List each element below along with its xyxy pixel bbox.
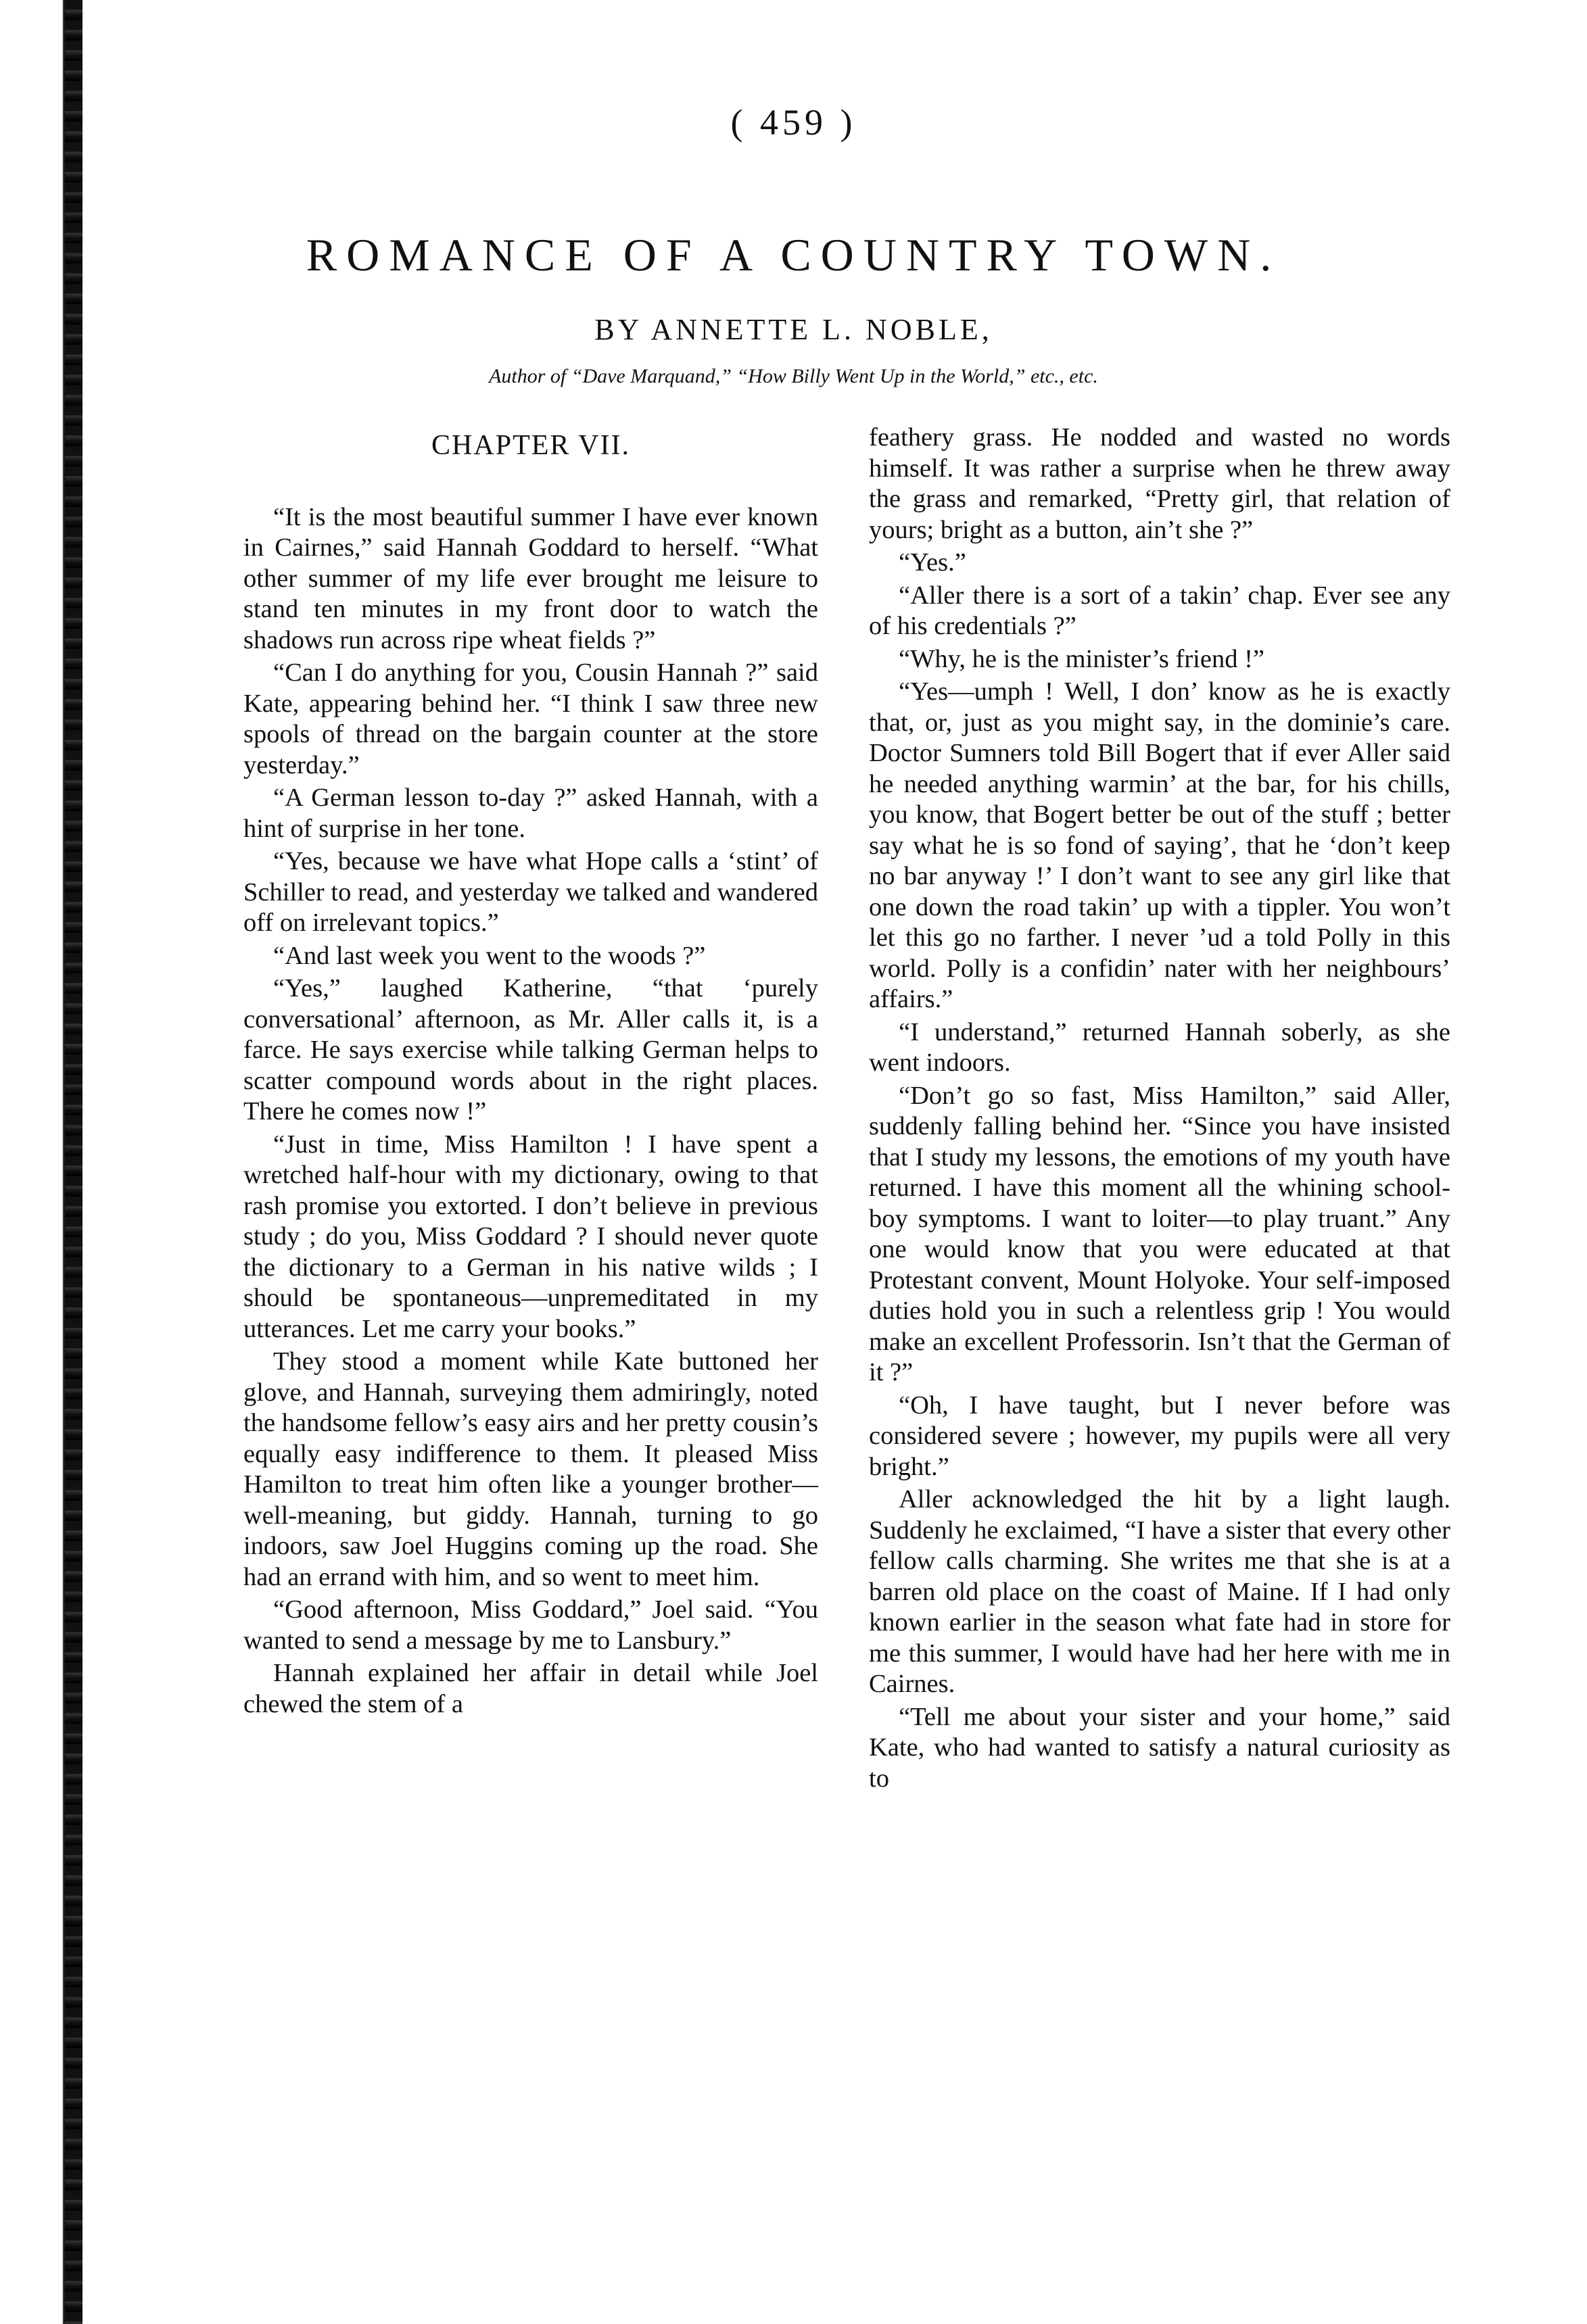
paragraph: feathery grass. He nodded and wasted no words himself. It was rather a surprise when he threw away the grass and remarked, “Pretty girl, that relation of yours; bright as a button, ain’t she ?” [869, 423, 1450, 544]
paragraph: They stood a moment while Kate buttoned her glove, and Hannah, surveying them admiringly, noted the handsome fellow’s easy airs and her pretty cousin’s equally easy indifference to them. It pleased Miss Hamilton to treat him often like a younger brother—well-meaning, but giddy. Hannah, turning to go indoors, saw Joel Huggins coming up the road. She had an errand with him, and so went to meet him. [243, 1347, 818, 1591]
scanned-spine-shadow [65, 0, 82, 2324]
paragraph: “Can I do anything for you, Cousin Hannah ?” said Kate, appearing behind her. “I think I saw three new spools of thread on the bargain counter at the store yesterday.” [243, 658, 818, 779]
paragraph: “Yes,” laughed Katherine, “that ‘purely conversational’ afternoon, as Mr. Aller calls it, is a farce. He says exercise while talking German helps to scatter compound words about in the right places. There he comes now !” [243, 974, 818, 1125]
left-column [243, 422, 818, 1722]
paragraph: “It is the most beautiful summer I have ever known in Cairnes,” said Hannah Goddard to herself. “What other summer of my life ever brought me leisure to stand ten minutes in my front door to watch the shadows run across ripe wheat fields ?” [243, 502, 818, 654]
paragraph: Hannah explained her affair in detail while Joel chewed the stem of a [243, 1659, 818, 1718]
paragraph: “Yes.” [899, 548, 966, 577]
paragraph: “Aller there is a sort of a takin’ chap. Ever see any of his credentials ?” [869, 581, 1450, 640]
page-binding-edge [0, 0, 68, 2324]
right-column [869, 422, 1450, 1796]
paragraph: “Oh, I have taught, but I never before was considered severe ; however, my pupils were all very bright.” [869, 1390, 1450, 1481]
article-title: ROMANCE OF A COUNTRY TOWN. [306, 229, 1281, 281]
paragraph: “Tell me about your sister and your home,” said Kate, who had wanted to satisfy a natural curiosity as to [869, 1702, 1450, 1793]
page-number: ( 459 ) [730, 102, 857, 143]
chapter-heading: CHAPTER VII. [431, 430, 630, 461]
paragraph: “Yes—umph ! Well, I don’ know as he is exactly that, or, just as you might say, in the dominie’s care. Doctor Sumners told Bill Bogert that if ever Aller said he needed anything warmin’ at the bar, for his chills, you know, that Bogert better be out of the stuff ; better say what he is so fond of saying’, that he ‘don’t keep no bar anyway !’ I don’t want to see any girl like that one down the road takin’ up with a tippler. You won’t let this go no farther. I never ’ud a told Polly in this world. Polly is a confidin’ nater with her neighbours’ affairs.” [869, 677, 1450, 1013]
paragraph: “Just in time, Miss Hamilton ! I have spent a wretched half-hour with my dictionary, owing to that rash promise you extorted. I don’t believe in previous study ; do you, Miss Goddard ? I should never quote the dictionary to a German in his native wilds ; I should be spontaneous—unpremeditated in my utterances. Let me carry your books.” [243, 1130, 818, 1343]
paragraph: Aller acknowledged the hit by a light laugh. Suddenly he exclaimed, “I have a sister that every other fellow calls charming. She writes me that she is at a barren old place on the coast of Maine. If I had only known earlier in the season what fate had in store for me this summer, I would have had her here with me in Cairnes. [869, 1485, 1450, 1698]
paragraph: “A German lesson to-day ?” asked Hannah, with a hint of surprise in her tone. [243, 783, 818, 843]
paragraph: “Yes, because we have what Hope calls a ‘stint’ of Schiller to read, and yesterday we talked and wandered off on irrelevant topics.” [243, 847, 818, 937]
paragraph: “And last week you went to the woods ?” [273, 941, 706, 970]
paragraph: “Good afternoon, Miss Goddard,” Joel said. “You wanted to send a message by me to Lansbury.” [243, 1595, 818, 1655]
author-byline: BY ANNETTE L. NOBLE, [594, 313, 993, 346]
paragraph: “Don’t go so fast, Miss Hamilton,” said Aller, suddenly falling behind her. “Since you have insisted that I study my lessons, the emotions of my youth have returned. I have this moment all the whining school-boy symptoms. I want to loiter—to play truant.” Any one would know that you were educated at that Protestant convent, Mount Holyoke. Your self-imposed duties hold you in such a relentless grip ! You would make an excellent Professorin. Isn’t that the German of it ?” [869, 1081, 1450, 1386]
paragraph: “I understand,” returned Hannah soberly, as she went indoors. [869, 1017, 1450, 1077]
paragraph: “Why, he is the minister’s friend !” [899, 644, 1264, 673]
author-credits: Author of “Dave Marquand,” “How Billy Went Up in the World,” etc., etc. [489, 365, 1098, 387]
